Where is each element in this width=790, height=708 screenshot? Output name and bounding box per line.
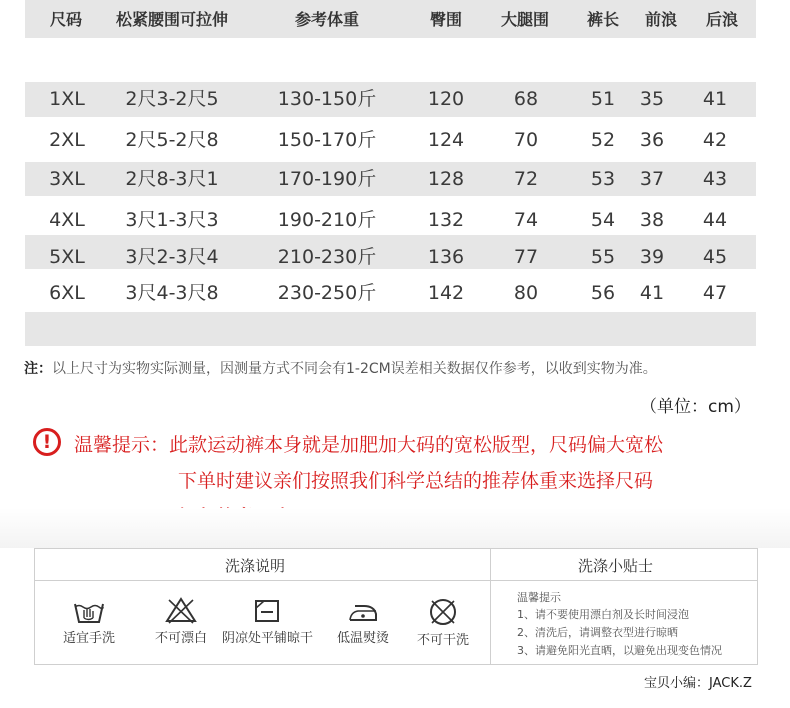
header-weight: 参考体重 xyxy=(294,10,360,29)
warning-line-2: 下单时建议亲们按照我们科学总结的推荐体重来选择尺码 xyxy=(178,470,654,492)
header-back-rise: 后浪 xyxy=(705,10,739,29)
table-cell: 38 xyxy=(639,209,665,231)
care-label: 不可干洗 xyxy=(416,633,469,648)
note-text: 以上尺寸为实物实际测量，因测量方式不同会有1-2CM误差相关数据仅作参考，以收到实物为准。 xyxy=(52,361,657,377)
table-cell: 52 xyxy=(590,129,616,151)
tip-line: 3、请避免阳光直晒，以避免出现变色情况 xyxy=(517,644,722,657)
table-cell: 80 xyxy=(513,282,539,304)
table-cell: 45 xyxy=(702,246,728,268)
table-cell: 39 xyxy=(639,246,665,268)
table-cell: 53 xyxy=(590,168,616,190)
table-cell: 170-190斤 xyxy=(277,168,377,190)
table-cell: 2XL xyxy=(49,129,85,151)
care-item-hand-wash xyxy=(44,598,134,648)
tip-line: 1、请不要使用漂白剂及长时间浸泡 xyxy=(517,608,689,621)
table-cell: 3尺2-3尺4 xyxy=(125,246,219,268)
header-length: 裤长 xyxy=(586,10,620,29)
table-cell: 43 xyxy=(702,168,728,190)
table-cell: 72 xyxy=(513,168,539,190)
care-item-no-bleach xyxy=(136,596,226,648)
table-cell: 51 xyxy=(590,88,616,110)
table-cell: 210-230斤 xyxy=(277,246,377,268)
header-size: 尺码 xyxy=(49,10,83,29)
wash-title: 洗涤说明 xyxy=(225,557,286,575)
table-cell: 128 xyxy=(427,168,465,190)
care-label: 低温熨烫 xyxy=(336,631,389,646)
table-cell: 37 xyxy=(639,168,665,190)
no-bleach-icon xyxy=(164,596,198,624)
table-cell: 2尺3-2尺5 xyxy=(125,88,219,110)
table-cell: 44 xyxy=(702,209,728,231)
table-cell: 6XL xyxy=(49,282,85,304)
table-cell: 3尺1-3尺3 xyxy=(125,209,219,231)
row-band xyxy=(25,312,756,346)
table-cell: 41 xyxy=(702,88,728,110)
care-item-iron-low xyxy=(318,598,408,648)
tip-line: 2、清洗后，请调整衣型进行晾晒 xyxy=(517,626,678,639)
table-cell: 55 xyxy=(590,246,616,268)
table-cell: 70 xyxy=(513,129,539,151)
table-cell: 130-150斤 xyxy=(277,88,377,110)
table-cell: 2尺5-2尺8 xyxy=(125,129,219,151)
header-hip: 臀围 xyxy=(429,10,463,29)
table-cell: 190-210斤 xyxy=(277,209,377,231)
wash-tips-title: 洗涤小贴士 xyxy=(578,557,654,575)
editor-credit: 宝贝小编：JACK.Z xyxy=(644,676,752,691)
care-item-dry-flat-shade xyxy=(222,598,312,648)
table-cell: 142 xyxy=(427,282,465,304)
iron-low-icon xyxy=(346,598,380,624)
table-cell: 56 xyxy=(590,282,616,304)
note-label: 注： xyxy=(24,361,52,377)
table-cell: 35 xyxy=(639,88,665,110)
table-cell: 42 xyxy=(702,129,728,151)
care-label: 不可漂白 xyxy=(154,631,207,646)
table-cell: 150-170斤 xyxy=(277,129,377,151)
care-label: 阴凉处平铺晾干 xyxy=(222,631,314,646)
table-cell: 47 xyxy=(702,282,728,304)
header-waist: 松紧腰围可拉伸 xyxy=(115,10,229,29)
table-cell: 54 xyxy=(590,209,616,231)
table-cell: 1XL xyxy=(49,88,85,110)
no-dry-clean-icon xyxy=(426,598,460,626)
table-cell: 74 xyxy=(513,209,539,231)
table-cell: 68 xyxy=(513,88,539,110)
measurement-note xyxy=(24,358,657,380)
table-cell: 36 xyxy=(639,129,665,151)
table-cell: 3尺4-3尺8 xyxy=(125,282,219,304)
hand-wash-icon xyxy=(72,598,106,624)
wash-divider-vertical xyxy=(490,548,491,665)
table-cell: 77 xyxy=(513,246,539,268)
section-divider xyxy=(0,508,790,548)
care-label: 适宜手洗 xyxy=(62,631,115,646)
header-thigh: 大腿围 xyxy=(500,10,550,29)
tips-heading: 温馨提示 xyxy=(517,591,561,604)
warning-line-1: 温馨提示：此款运动裤本身就是加肥加大码的宽松版型，尺码偏大宽松 xyxy=(74,434,664,456)
table-cell: 132 xyxy=(427,209,465,231)
header-front-rise: 前浪 xyxy=(644,10,678,29)
table-cell: 5XL xyxy=(49,246,85,268)
table-cell: 230-250斤 xyxy=(277,282,377,304)
table-cell: 120 xyxy=(427,88,465,110)
table-cell: 124 xyxy=(427,129,465,151)
table-cell: 3XL xyxy=(49,168,85,190)
care-item-no-dry-clean xyxy=(398,598,488,650)
unit-label: （单位：cm） xyxy=(640,397,751,417)
table-cell: 136 xyxy=(427,246,465,268)
table-cell: 4XL xyxy=(49,209,85,231)
exclamation-icon: ! xyxy=(33,428,61,456)
table-cell: 41 xyxy=(639,282,665,304)
table-cell: 2尺8-3尺1 xyxy=(125,168,219,190)
dry-flat-shade-icon xyxy=(250,598,284,624)
wash-divider-horizontal xyxy=(34,580,758,581)
